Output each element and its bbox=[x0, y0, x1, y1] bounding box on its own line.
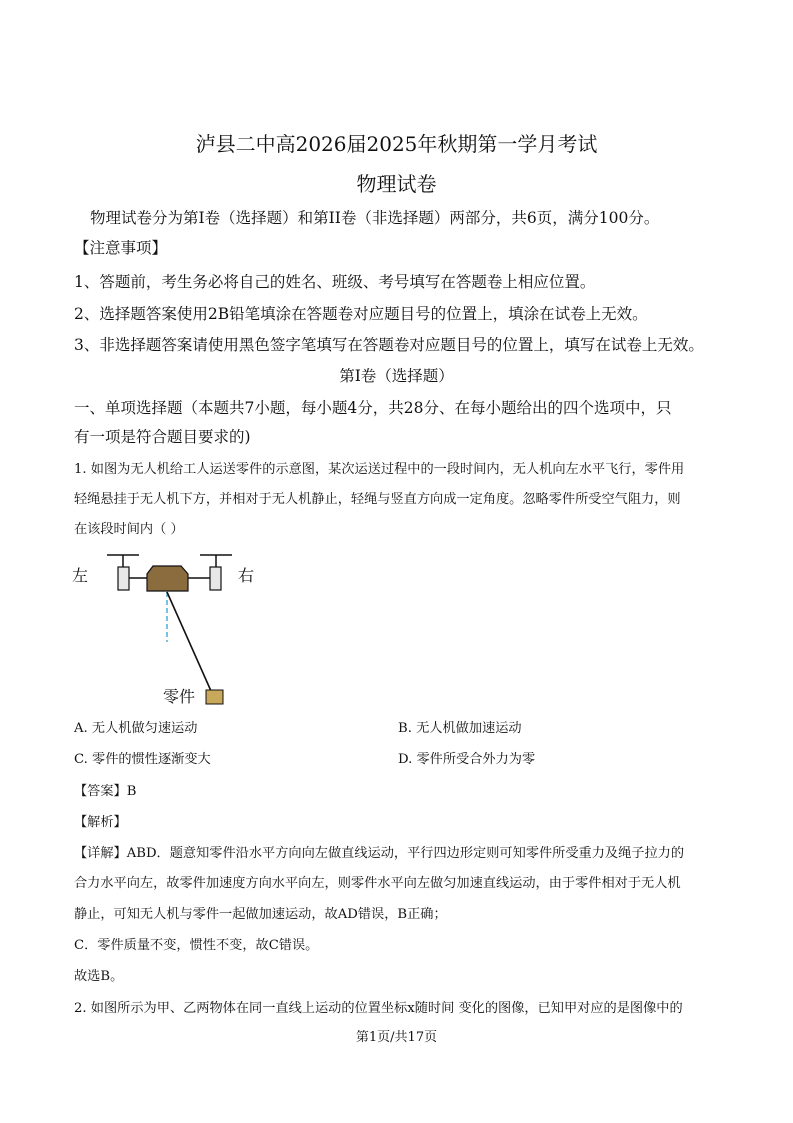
notice-item: 1、答题前，考生务必将自己的姓名、班级、考号填写在答题卷上相应位置。 bbox=[74, 273, 596, 291]
option-a: A. 无人机做匀速运动 bbox=[74, 721, 198, 736]
left-motor bbox=[118, 567, 129, 590]
detail-text: 合力水平向左，故零件加速度方向水平向左，则零件水平向左做匀加速直线运动，由于零件相对于无人机 bbox=[74, 876, 681, 891]
right-label: 右 bbox=[238, 566, 255, 585]
analysis-heading: 【解析】 bbox=[74, 815, 127, 830]
question-1-text: 轻绳悬挂于无人机下方，并相对于无人机静止，轻绳与竖直方向成一定角度。忽略零件所受空气阻力，则 bbox=[74, 492, 681, 507]
page-subtitle: 物理试卷 bbox=[356, 172, 437, 196]
drone-figure bbox=[60, 545, 280, 715]
drone-body bbox=[147, 566, 188, 591]
section-title: 第I卷（选择题） bbox=[339, 367, 454, 385]
rope bbox=[167, 592, 211, 691]
notice-heading: 【注意事项】 bbox=[74, 239, 168, 257]
question-1-text: 1. 如图为无人机给工人运送零件的示意图，某次运送过程中的一段时间内，无人机向左水平飞行，零件用 bbox=[74, 462, 685, 477]
left-label: 左 bbox=[72, 566, 89, 585]
option-d: D. 零件所受合外力为零 bbox=[398, 752, 536, 767]
section-instruction: 一、单项选择题（本题共7小题，每小题4分，共28分、在每小题给出的四个选项中，只 bbox=[74, 399, 672, 417]
detail-text: 故选B。 bbox=[74, 969, 124, 984]
question-1-text: 在该段时间内（ ） bbox=[74, 522, 184, 537]
part-block bbox=[206, 690, 223, 704]
page-title: 泸县二中高2026届2025年秋期第一学月考试 bbox=[195, 132, 598, 156]
question-2-text: 2. 如图所示为甲、乙两物体在同一直线上运动的位置坐标x随时间 变化的图像，已知甲对应的是图像中的 bbox=[74, 1001, 683, 1016]
detail-text: 【详解】ABD．题意知零件沿水平方向向左做直线运动，平行四边形定则可知零件所受重力及绳子拉力的 bbox=[74, 846, 685, 861]
detail-text: 静止，可知无人机与零件一起做加速运动，故AD错误，B正确； bbox=[74, 907, 447, 922]
notice-item: 3、非选择题答案请使用黑色签字笔填写在答题卷对应题目号的位置上，填写在试卷上无效。 bbox=[74, 336, 704, 354]
right-motor bbox=[210, 567, 221, 590]
notice-item: 2、选择题答案使用2B铅笔填涂在答题卷对应题目号的位置上，填涂在试卷上无效。 bbox=[74, 305, 648, 323]
answer-label: 【答案】B bbox=[74, 784, 137, 799]
section-instruction: 有一项是符合题目要求的) bbox=[74, 428, 251, 446]
detail-text: C．零件质量不变，惯性不变，故C错误。 bbox=[74, 938, 319, 953]
page-footer: 第1页/共17页 bbox=[355, 1030, 438, 1045]
part-label: 零件 bbox=[163, 687, 196, 706]
option-b: B. 无人机做加速运动 bbox=[398, 721, 522, 736]
intro-text: 物理试卷分为第I卷（选择题）和第II卷（非选择题）两部分，共6页，满分100分。 bbox=[90, 209, 660, 227]
option-c: C. 零件的惯性逐渐变大 bbox=[74, 752, 211, 767]
